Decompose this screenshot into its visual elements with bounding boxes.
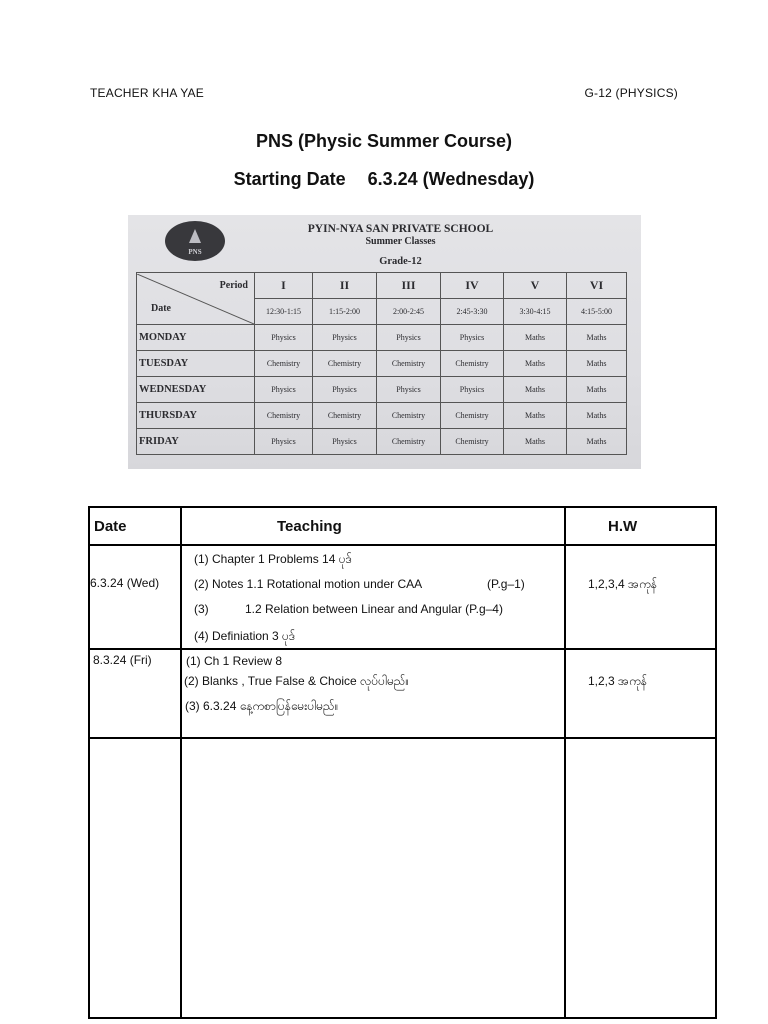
period-time: 2:00-2:45 bbox=[377, 299, 441, 325]
schedule-cell: Physics bbox=[313, 429, 377, 455]
schedule-table bbox=[136, 272, 627, 455]
period-header: IV bbox=[441, 273, 504, 299]
header-teaching: Teaching bbox=[277, 518, 342, 535]
row-divider bbox=[90, 648, 715, 650]
schedule-cell: Maths bbox=[567, 429, 627, 455]
schedule-cell: Chemistry bbox=[441, 351, 504, 377]
period-time: 2:45-3:30 bbox=[441, 299, 504, 325]
schedule-cell: Maths bbox=[504, 351, 567, 377]
teacher-name: TEACHER KHA YAE bbox=[90, 86, 204, 100]
period-time: 12:30-1:15 bbox=[255, 299, 313, 325]
schedule-cell: Chemistry bbox=[313, 403, 377, 429]
schedule-cell: Chemistry bbox=[313, 351, 377, 377]
teaching-line: (1) Ch 1 Review 8 bbox=[186, 654, 283, 668]
schedule-cell: Chemistry bbox=[255, 351, 313, 377]
period-header: III bbox=[377, 273, 441, 299]
teaching-line: (3) bbox=[194, 602, 209, 616]
period-header: VI bbox=[567, 273, 627, 299]
schedule-cell: Chemistry bbox=[377, 429, 441, 455]
period-header: I bbox=[255, 273, 313, 299]
schedule-row bbox=[137, 351, 627, 377]
corner-period-label: Period bbox=[219, 279, 248, 291]
schedule-cell: Physics bbox=[255, 429, 313, 455]
period-time: 4:15-5:00 bbox=[567, 299, 627, 325]
header-hw: H.W bbox=[608, 518, 638, 535]
schedule-cell: Maths bbox=[504, 325, 567, 351]
column-divider bbox=[564, 508, 566, 1017]
schedule-day: FRIDAY bbox=[137, 429, 255, 455]
teaching-line: (P.g–1) bbox=[487, 577, 525, 591]
teaching-line: (3) 6.3.24 နေ့ကစာပြန်မေးပါမည်။ bbox=[185, 699, 339, 713]
schedule-row bbox=[137, 429, 627, 455]
schedule-cell: Physics bbox=[255, 325, 313, 351]
teaching-log-table bbox=[88, 506, 717, 1019]
course-title: PNS (Physic Summer Course) bbox=[255, 131, 513, 151]
schedule-cell: Maths bbox=[504, 377, 567, 403]
teaching-line: (1) Chapter 1 Problems 14 ပုဒ် bbox=[194, 552, 352, 566]
schedule-cell: Chemistry bbox=[377, 403, 441, 429]
corner-date-label: Date bbox=[151, 302, 171, 314]
grade-label: G-12 (PHYSICS) bbox=[584, 86, 678, 100]
entry-homework: 1,2,3 အကုန် bbox=[588, 674, 647, 688]
period-time: 3:30-4:15 bbox=[504, 299, 567, 325]
schedule-cell: Chemistry bbox=[255, 403, 313, 429]
period-header: V bbox=[504, 273, 567, 299]
schedule-corner-cell bbox=[137, 273, 255, 325]
schedule-cell: Physics bbox=[377, 377, 441, 403]
header-date: Date bbox=[94, 518, 127, 535]
schedule-cell: Maths bbox=[567, 325, 627, 351]
schedule-subtitle: Summer Classes bbox=[365, 236, 436, 247]
schedule-day: WEDNESDAY bbox=[137, 377, 255, 403]
schedule-cell: Maths bbox=[567, 351, 627, 377]
schedule-cell: Physics bbox=[441, 325, 504, 351]
schedule-cell: Chemistry bbox=[441, 429, 504, 455]
schedule-day: TUESDAY bbox=[137, 351, 255, 377]
schedule-cell: Chemistry bbox=[377, 351, 441, 377]
schedule-day: MONDAY bbox=[137, 325, 255, 351]
period-time: 1:15-2:00 bbox=[313, 299, 377, 325]
starting-date-value: 6.3.24 (Wednesday) bbox=[367, 169, 535, 189]
schedule-cell: Physics bbox=[377, 325, 441, 351]
schedule-row bbox=[137, 325, 627, 351]
schedule-cell: Physics bbox=[441, 377, 504, 403]
teaching-line: (4) Definiation 3 ပုဒ် bbox=[194, 629, 296, 643]
schedule-cell: Physics bbox=[255, 377, 313, 403]
teaching-line: (2) Blanks , True False & Choice လုပ်ပါမည်။ bbox=[184, 674, 410, 688]
entry-date: 8.3.24 (Fri) bbox=[93, 653, 152, 667]
entry-homework: 1,2,3,4 အကုန် bbox=[588, 577, 657, 591]
row-divider bbox=[90, 737, 715, 739]
schedule-cell: Physics bbox=[313, 377, 377, 403]
schedule-day: THURSDAY bbox=[137, 403, 255, 429]
schedule-row bbox=[137, 403, 627, 429]
teaching-line: (2) Notes 1.1 Rotational motion under CAA bbox=[194, 577, 423, 591]
school-name: PYIN-NYA SAN PRIVATE SCHOOL bbox=[307, 223, 494, 235]
schedule-photo bbox=[128, 215, 641, 469]
schedule-cell: Physics bbox=[313, 325, 377, 351]
starting-date-label: Starting Date bbox=[233, 169, 346, 189]
schedule-cell: Maths bbox=[504, 429, 567, 455]
teaching-line: 1.2 Relation between Linear and Angular (P.g–4) bbox=[245, 602, 503, 616]
schedule-cell: Maths bbox=[504, 403, 567, 429]
starting-date bbox=[0, 169, 768, 190]
schedule-cell: Chemistry bbox=[441, 403, 504, 429]
column-divider bbox=[180, 508, 182, 1017]
period-header: II bbox=[313, 273, 377, 299]
schedule-grade: Grade-12 bbox=[379, 256, 422, 267]
schedule-cell: Maths bbox=[567, 403, 627, 429]
schedule-row bbox=[137, 377, 627, 403]
entry-date: 6.3.24 (Wed) bbox=[90, 576, 160, 590]
row-divider bbox=[90, 544, 715, 546]
logo-text: PNS bbox=[188, 248, 202, 256]
schedule-cell: Maths bbox=[567, 377, 627, 403]
